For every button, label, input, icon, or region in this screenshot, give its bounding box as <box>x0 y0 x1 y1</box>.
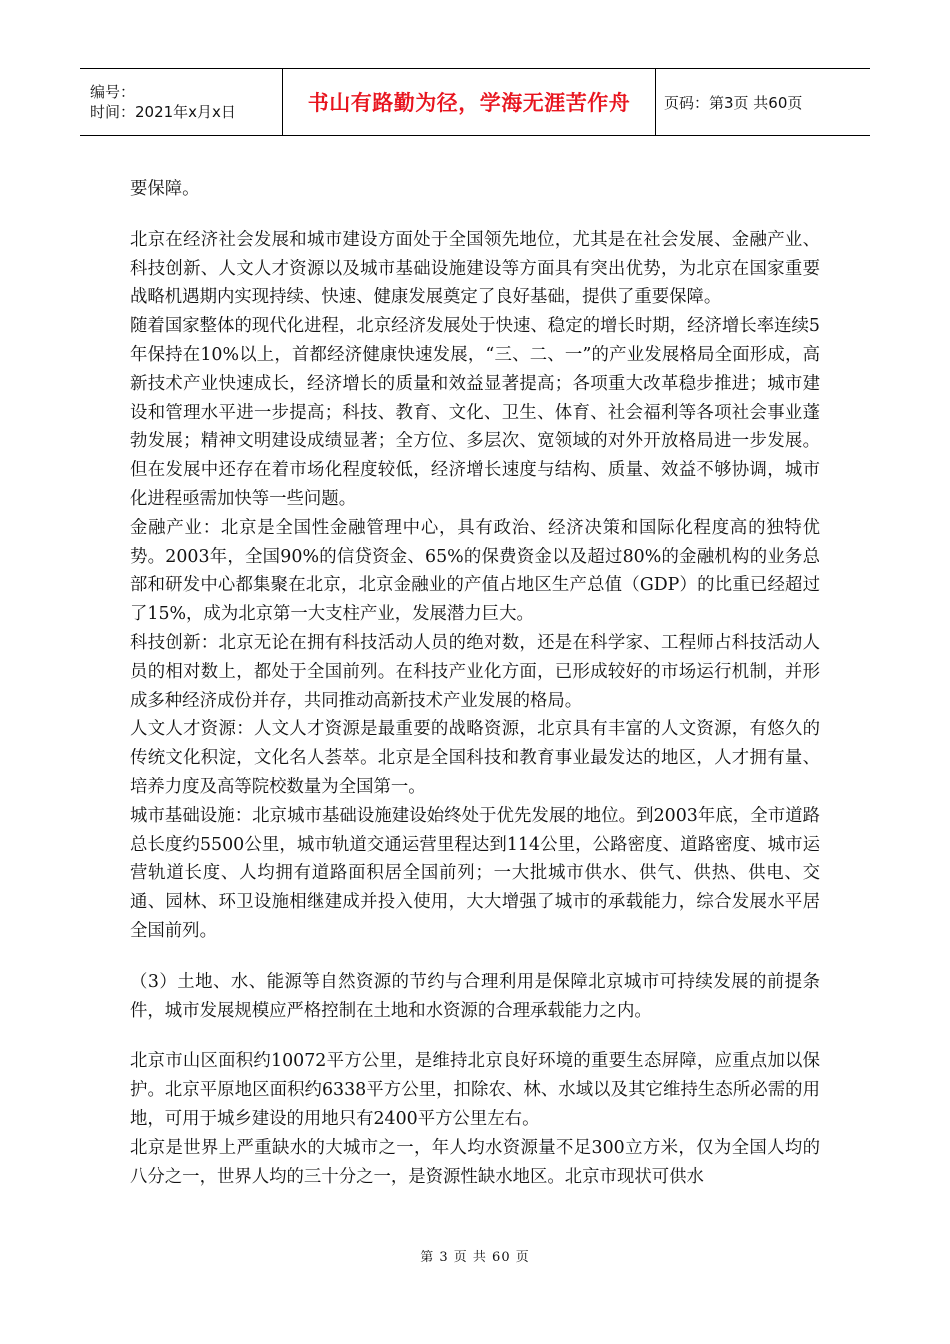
paragraph: 科技创新：北京无论在拥有科技活动人员的绝对数，还是在科学家、工程师占科技活动人员的相对数上，都处于全国前列。在科技产业化方面，已形成较好的市场运行机制，并形成多种经济成份并存，共同推动高新技术产业发展的格局。 <box>130 632 820 711</box>
paragraph: 城市基础设施：北京城市基础设施建设始终处于优先发展的地位。到2003年底，全市道路总长度约5500公里，城市轨道交通运营里程达到114公里，公路密度、道路密度、城市运营轨道长度、人均拥有道路面积居全国前列；一大批城市供水、供气、供热、供电、交通、园林、环卫设施相继建成并投入使用，大大增强了城市的承载能力，综合发展水平居全国前列。 <box>130 805 820 941</box>
motto-text: 书山有路勤为径，学海无涯苦作舟 <box>307 91 631 115</box>
header-page-cell <box>656 69 870 135</box>
paragraph: （3）土地、水、能源等自然资源的节约与合理利用是保障北京城市可持续发展的前提条件，城市发展规模应严格控制在土地和水资源的合理承载能力之内。 <box>130 971 820 1021</box>
document-number-label: 编号： <box>90 83 136 101</box>
paragraph: 北京市山区面积约10072平方公里，是维持北京良好环境的重要生态屏障，应重点加以保护。北京平原地区面积约6338平方公里，扣除农、林、水域以及其它维持生态所必需的用地，可用于城乡建设的用地只有2400平方公里左右。 <box>130 1051 820 1129</box>
paragraph: 随着国家整体的现代化进程，北京经济发展处于快速、稳定的增长时期，经济增长率连续5年保持在10%以上，首都经济健康快速发展，“三、二、一”的产业发展格局全面形成，高新技术产业快速成长，经济增长的质量和效益显著提高；各项重大改革稳步推进；城市建设和管理水平进一步提高；科技、教育、文化、卫生、体育、社会福利等各项社会事业蓬勃发展；精神文明建设成绩显著；全方位、多层次、宽领域的对外开放格局进一步发展。但在发展中还存在着市场化程度较低，经济增长速度与结构、质量、效益不够协调，城市化进程亟需加快等一些问题。 <box>130 316 820 509</box>
page-header <box>80 68 870 136</box>
page-footer: 第 3 页 共 60 页 <box>420 1250 530 1265</box>
paragraph: 金融产业：北京是全国性金融管理中心，具有政治、经济决策和国际化程度高的独特优势。2003年，全国90%的信贷资金、65%的保费资金以及超过80%的金融机构的业务总部和研发中心都集聚在北京，北京金融业的产值占地区生产总值（GDP）的比重已经超过了15%，成为北京第一大支柱产业，发展潜力巨大。 <box>130 517 820 625</box>
paragraph: 北京在经济社会发展和城市建设方面处于全国领先地位，尤其是在社会发展、金融产业、科技创新、人文人才资源以及城市基础设施建设等方面具有突出优势，为北京在国家重要战略机遇期内实现持续、快速、健康发展奠定了良好基础，提供了重要保障。 <box>130 229 820 308</box>
paragraph: 要保障。 <box>130 179 200 199</box>
paragraph: 北京是世界上严重缺水的大城市之一，年人均水资源量不足300立方米，仅为全国人均的八分之一，世界人均的三十分之一，是资源性缺水地区。北京市现状可供水 <box>130 1137 820 1187</box>
header-meta-cell <box>80 69 283 135</box>
header-motto-cell <box>283 69 656 135</box>
document-body <box>130 175 820 1191</box>
document-date: 时间：2021年x月x日 <box>90 103 236 121</box>
page-info: 页码：第3页 共60页 <box>664 93 803 112</box>
paragraph: 人文人才资源：人文人才资源是最重要的战略资源，北京具有丰富的人文资源，有悠久的传统文化积淀，文化名人荟萃。北京是全国科技和教育事业最发达的地区，人才拥有量、培养力度及高等院校数量为全国第一。 <box>130 719 820 797</box>
